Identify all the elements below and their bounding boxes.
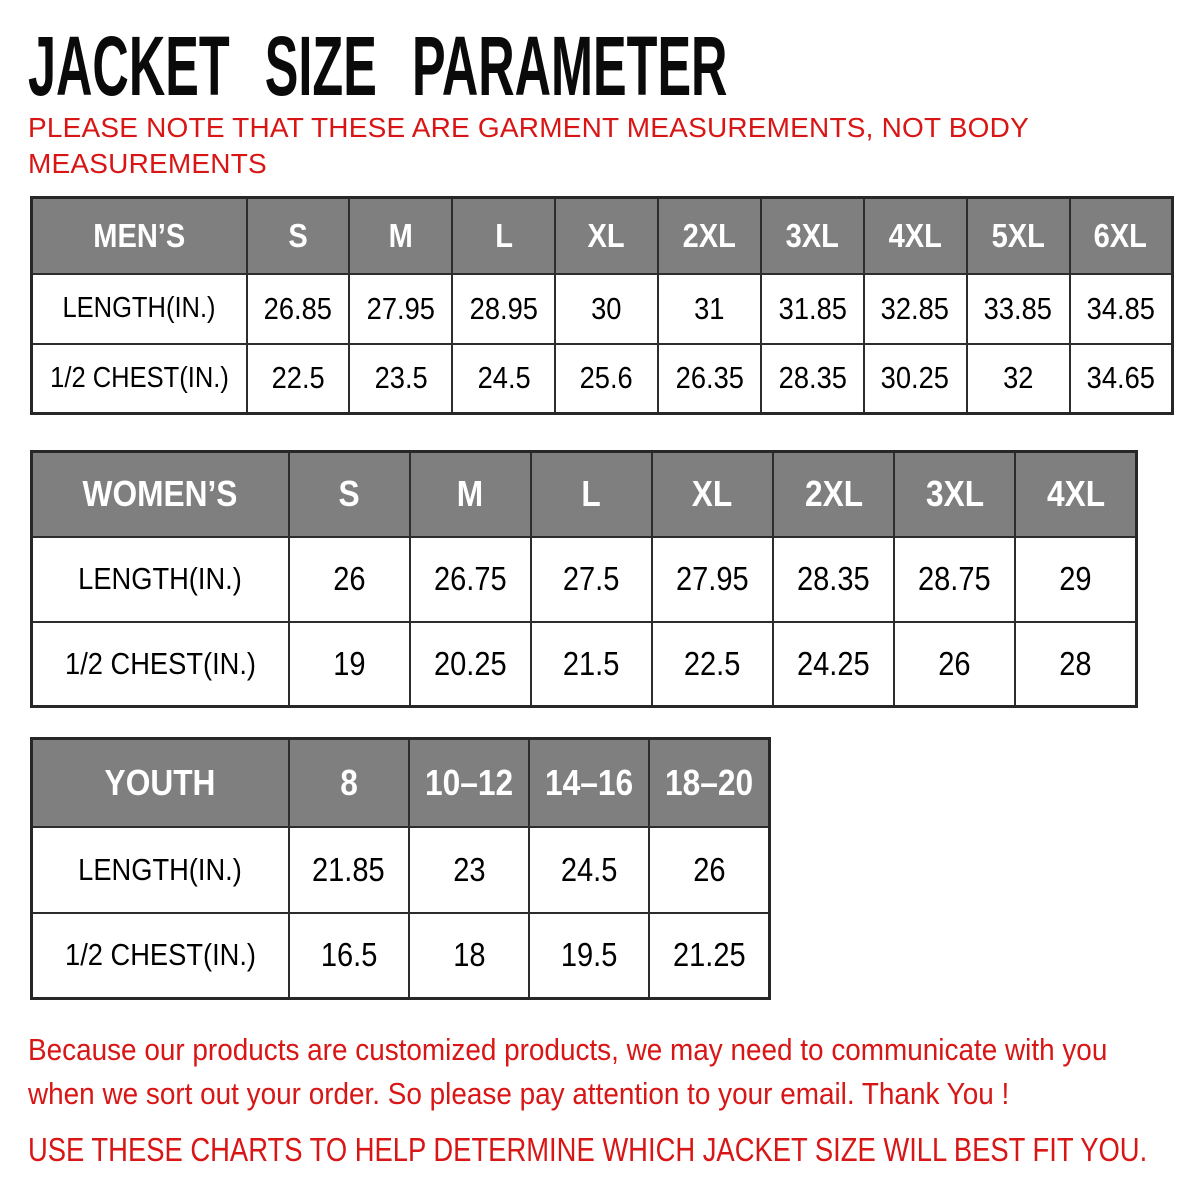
customization-notice-line2: when we sort out your order. So please pay attention to your email. Thank You ! [28, 1076, 1010, 1111]
cell-text: YOUTH [104, 761, 216, 803]
measurement-value-cell [410, 537, 531, 622]
measurement-value-cell [1015, 537, 1136, 622]
measurement-value-cell [289, 913, 409, 999]
cell-text: 21.85 [312, 850, 385, 888]
measurement-value-cell [773, 622, 894, 707]
size-column-header [289, 452, 410, 537]
measurement-value-cell [649, 827, 769, 913]
row-label-cell [32, 827, 289, 913]
cell-text: 25.6 [580, 360, 634, 396]
measurement-value-cell [555, 344, 658, 414]
measurement-value-cell [289, 537, 410, 622]
cell-text: 8 [339, 761, 358, 803]
womens-size-table [30, 450, 1138, 708]
cell-text: MEN’S [93, 216, 186, 254]
size-header-row [32, 739, 770, 827]
page-title: JACKET SIZE PARAMETER [28, 19, 728, 113]
row-label-cell [32, 537, 289, 622]
cell-text: 24.5 [560, 850, 618, 888]
cell-text: XL [587, 216, 626, 254]
cell-text: 1/2 CHEST(IN.) [64, 937, 256, 973]
measurement-value-cell [894, 537, 1015, 622]
measurement-value-cell [864, 344, 967, 414]
cell-text: 26 [938, 644, 971, 682]
cell-text: 28.95 [469, 290, 538, 326]
size-column-header [967, 198, 1070, 274]
cell-text: 14–16 [545, 761, 634, 803]
cell-text: 26.85 [263, 290, 333, 326]
measurement-value-cell [531, 537, 652, 622]
measurement-value-cell [555, 274, 658, 344]
cell-text: LENGTH(IN.) [78, 851, 243, 887]
cell-text: LENGTH(IN.) [62, 292, 216, 324]
table-title-cell [32, 452, 289, 537]
cell-text: 27.5 [563, 560, 620, 597]
row-label-cell [32, 344, 247, 414]
cell-text: 3XL [785, 216, 839, 254]
cell-text: S [338, 473, 360, 515]
mens-size-table [30, 196, 1174, 415]
cell-text: 27.95 [366, 290, 435, 326]
cell-text: 19 [332, 644, 366, 682]
customization-notice [28, 1028, 1107, 1116]
measurement-value-cell [967, 344, 1070, 414]
cell-text: 26 [692, 850, 726, 888]
measurement-value-cell [531, 622, 652, 707]
cell-text: WOMEN’S [82, 473, 238, 515]
measurement-row [32, 537, 1137, 622]
cell-text: 32.85 [881, 290, 950, 326]
garment-measurement-note-line1: PLEASE NOTE THAT THESE ARE GARMENT MEASUREMENTS, NOT BODY [28, 112, 1029, 143]
size-column-header [1070, 198, 1173, 274]
cell-text: 30 [591, 290, 622, 326]
youth-size-table [30, 737, 771, 1000]
cell-text: 34.65 [1086, 360, 1155, 396]
cell-text: 1/2 CHEST(IN.) [49, 361, 229, 394]
cell-text: 22.5 [271, 360, 325, 396]
size-column-header [1015, 452, 1136, 537]
measurement-value-cell [658, 274, 761, 344]
cell-text: M [457, 473, 484, 515]
size-column-header [410, 452, 531, 537]
table-title-cell [32, 198, 247, 274]
measurement-value-cell [452, 344, 555, 414]
measurement-value-cell [967, 274, 1070, 344]
customization-notice-line1: Because our products are customized products, we may need to communicate with you [28, 1032, 1108, 1067]
cell-text: 19.5 [560, 936, 618, 974]
cell-text: 6XL [1094, 216, 1148, 254]
measurement-row [32, 344, 1173, 414]
cell-text: 4XL [888, 216, 942, 254]
cell-text: 18 [452, 936, 486, 974]
size-column-header [761, 198, 864, 274]
cell-text: 21.25 [672, 936, 746, 974]
size-header-row [32, 452, 1137, 537]
row-label-cell [32, 274, 247, 344]
size-column-header [531, 452, 652, 537]
measurement-value-cell [529, 827, 649, 913]
measurement-value-cell [658, 344, 761, 414]
cell-text: 23 [452, 850, 486, 888]
cell-text: 2XL [682, 216, 737, 254]
size-column-header [289, 739, 409, 827]
measurement-value-cell [452, 274, 555, 344]
cell-text: LENGTH(IN.) [78, 561, 243, 596]
cell-text: 32 [1002, 360, 1034, 396]
measurement-value-cell [894, 622, 1015, 707]
size-column-header [649, 739, 769, 827]
cell-text: 28.35 [797, 560, 870, 597]
cell-text: L [581, 473, 602, 515]
size-column-header [247, 198, 350, 274]
cell-text: 24.25 [797, 644, 870, 682]
measurement-value-cell [409, 913, 529, 999]
cell-text: 18–20 [665, 761, 754, 803]
garment-measurement-note-line2: MEASUREMENTS [28, 148, 267, 179]
cell-text: 5XL [991, 216, 1045, 254]
measurement-value-cell [773, 537, 894, 622]
measurement-row [32, 622, 1137, 707]
size-column-header [409, 739, 529, 827]
cell-text: 31 [694, 290, 725, 326]
cell-text: 24.5 [477, 360, 531, 396]
measurement-value-cell [247, 344, 350, 414]
cell-text: 30.25 [881, 360, 950, 396]
measurement-value-cell [289, 622, 410, 707]
measurement-row [32, 913, 770, 999]
measurement-row [32, 827, 770, 913]
size-column-header [349, 198, 452, 274]
size-column-header [555, 198, 658, 274]
measurement-value-cell [409, 827, 529, 913]
size-column-header [864, 198, 967, 274]
cell-text: 10–12 [424, 761, 513, 803]
cell-text: 26.75 [433, 560, 507, 597]
measurement-row [32, 274, 1173, 344]
measurement-value-cell [1015, 622, 1136, 707]
cell-text: 2XL [804, 473, 863, 515]
cell-text: 34.85 [1086, 290, 1155, 326]
measurement-value-cell [649, 913, 769, 999]
size-header-row [32, 198, 1173, 274]
cell-text: 4XL [1046, 473, 1105, 515]
size-column-header [658, 198, 761, 274]
size-column-header [894, 452, 1015, 537]
size-column-header [529, 739, 649, 827]
cell-text: 23.5 [374, 360, 428, 396]
measurement-value-cell [1070, 344, 1173, 414]
cell-text: 1/2 CHEST(IN.) [64, 645, 256, 681]
measurement-value-cell [1070, 274, 1173, 344]
size-column-header [452, 198, 555, 274]
cell-text: 16.5 [320, 936, 377, 974]
size-column-header [773, 452, 894, 537]
table-title-cell [32, 739, 289, 827]
fit-advice-text: USE THESE CHARTS TO HELP DETERMINE WHICH JACKET SIZE WILL BEST FIT YOU. [28, 1131, 1148, 1168]
cell-text: 28.75 [918, 560, 992, 597]
cell-text: S [288, 216, 308, 254]
cell-text: 22.5 [684, 644, 741, 682]
measurement-value-cell [410, 622, 531, 707]
cell-text: 28.35 [778, 360, 847, 396]
cell-text: M [388, 216, 413, 254]
cell-text: 3XL [925, 473, 984, 515]
measurement-value-cell [247, 274, 350, 344]
cell-text: 26.35 [675, 360, 744, 396]
measurement-value-cell [761, 274, 864, 344]
cell-text: 33.85 [983, 290, 1053, 326]
measurement-value-cell [864, 274, 967, 344]
cell-text: L [494, 216, 513, 254]
cell-text: 29 [1059, 560, 1092, 597]
cell-text: 21.5 [563, 644, 620, 682]
cell-text: 28 [1059, 644, 1092, 682]
measurement-value-cell [529, 913, 649, 999]
measurement-value-cell [349, 344, 452, 414]
size-column-header [652, 452, 773, 537]
measurement-value-cell [349, 274, 452, 344]
row-label-cell [32, 913, 289, 999]
garment-measurement-note [28, 110, 1029, 182]
measurement-value-cell [652, 622, 773, 707]
cell-text: 20.25 [433, 644, 507, 682]
cell-text: 26 [332, 560, 366, 597]
measurement-value-cell [289, 827, 409, 913]
cell-text: 27.95 [676, 560, 749, 597]
measurement-value-cell [652, 537, 773, 622]
row-label-cell [32, 622, 289, 707]
cell-text: 31.85 [778, 290, 847, 326]
measurement-value-cell [761, 344, 864, 414]
cell-text: XL [692, 473, 733, 515]
